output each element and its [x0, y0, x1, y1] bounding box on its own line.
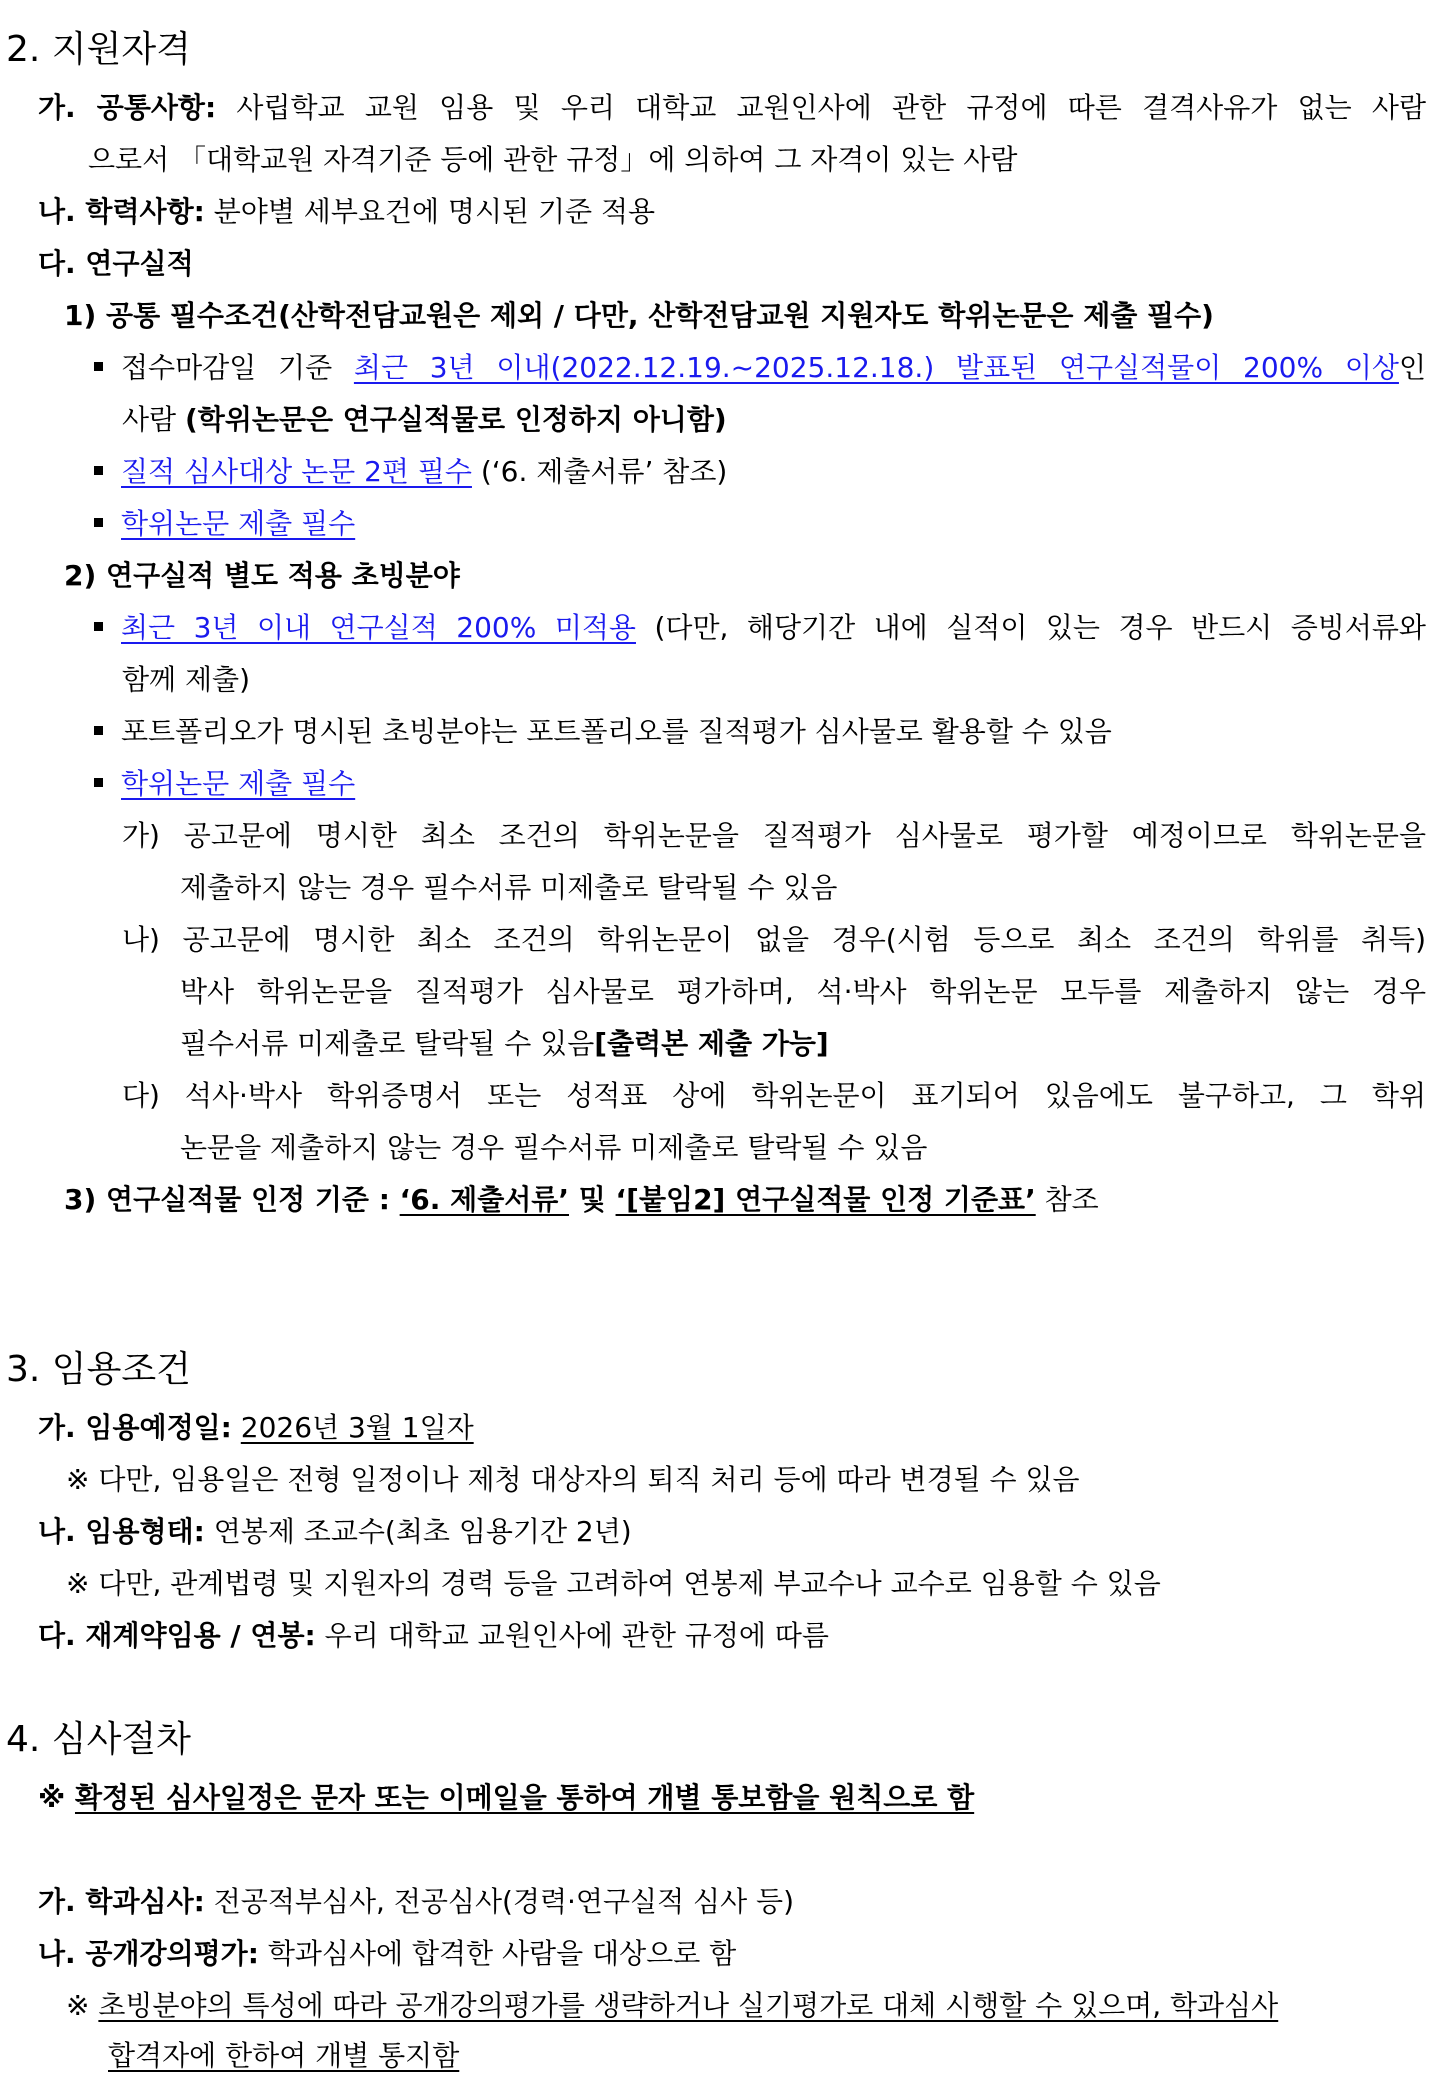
bullet-square-icon	[94, 778, 103, 787]
sub-item-da-line1: 다) 석사·박사 학위증명서 또는 성적표 상에 학위논문이 표기되어 있음에도 불구하고, 그 학위	[122, 1079, 1426, 1112]
dept-review-label: 가. 학과심사:	[38, 1885, 205, 1918]
bullet-square-icon	[94, 622, 103, 631]
sub-item-na-line2: 박사 학위논문을 질적평가 심사물로 평가하며, 석·박사 학위논문 모두를 제출하지 않는 경우	[180, 975, 1426, 1008]
public-lecture	[38, 1936, 736, 1972]
sub-item-na-line1: 나) 공고문에 명시한 최소 조건의 학위논문이 없을 경우(시험 등으로 최소 조건의 학위를 취득)	[122, 923, 1426, 956]
appointment-date-note: ※ 다만, 임용일은 전형 일정이나 제청 대상자의 퇴직 처리 등에 따라 변경될 수 있음	[66, 1463, 1080, 1496]
sub-item-ga-line2: 제출하지 않는 경우 필수서류 미제출로 탈락될 수 있음	[180, 871, 838, 904]
qualification-common-line1	[38, 90, 1426, 126]
qualification-common-text: 사립학교 교원 임용 및 우리 대학교 교원인사에 관한 규정에 따른 결격사유가 없는 사람	[216, 91, 1427, 124]
bullet-text: 사람	[122, 403, 185, 436]
bullet-200-not-applied-line2: 함께 제출)	[122, 663, 251, 696]
dept-review	[38, 1884, 794, 1920]
not-applied-link[interactable]: 최근 3년 이내 연구실적 200% 미적용	[121, 611, 636, 644]
printout-allowed-note: [출력본 제출 가능]	[594, 1027, 829, 1060]
appointment-type	[38, 1514, 632, 1550]
submission-docs-ref[interactable]: ‘6. 제출서류’	[399, 1183, 569, 1216]
common-requirement-title: 1) 공통 필수조건(산학전담교원은 제외 / 다만, 산학전담교원 지원자도 학위논문은 제출 필수)	[64, 299, 1214, 332]
appointment-type-label: 나. 임용형태:	[38, 1515, 205, 1548]
section-2-title: 2. 지원자격	[6, 29, 191, 70]
bullet-quality-papers	[94, 454, 727, 490]
public-lecture-label: 나. 공개강의평가:	[38, 1937, 259, 1970]
appointment-date-label: 가. 임용예정일:	[38, 1411, 232, 1444]
schedule-notice-text: 확정된 심사일정은 문자 또는 이메일을 통하여 개별 통보함을 원칙으로 함	[74, 1781, 975, 1814]
thesis-not-counted-note: (학위논문은 연구실적물로 인정하지 아니함)	[185, 403, 727, 436]
bullet-text: 포트폴리오가 명시된 초빙분야는 포트폴리오를 질적평가 심사물로 활용할 수 있음	[121, 715, 1112, 748]
bullet-research-200-line2	[122, 402, 727, 438]
bullet-square-icon	[94, 726, 103, 735]
bullet-portfolio	[94, 714, 1112, 750]
bullet-text-tail: 인	[1398, 351, 1427, 384]
bullet-square-icon	[94, 466, 103, 475]
thesis-required-link[interactable]: 학위논문 제출 필수	[121, 507, 356, 540]
education-text: 분야별 세부요건에 명시된 기준 적용	[204, 195, 656, 228]
bullet-text: 접수마감일 기준	[121, 351, 354, 384]
research-criteria-line	[64, 1182, 1099, 1218]
attachment2-ref[interactable]: ‘[붙임2] 연구실적물 인정 기준표’	[615, 1183, 1036, 1216]
reappointment-text: 우리 대학교 교원인사에 관한 규정에 따름	[315, 1619, 829, 1652]
recent-3yr-link[interactable]: 최근 3년 이내(2022.12.19.~2025.12.18.) 발표된 연구실적물이 200% 이상	[353, 351, 1399, 384]
bullet-200-not-applied	[94, 610, 1426, 646]
appointment-type-text: 연봉제 조교수(최초 임용기간 2년)	[204, 1515, 632, 1548]
sub-item-ga-line1: 가) 공고문에 명시한 최소 조건의 학위논문을 질적평가 심사물로 평가할 예정이므로 학위논문을	[122, 819, 1426, 852]
schedule-notice	[38, 1780, 974, 1816]
public-lecture-note-line2: 합격자에 한하여 개별 통지함	[108, 2039, 460, 2072]
appointment-date	[38, 1410, 474, 1446]
separate-field-title: 2) 연구실적 별도 적용 초빙분야	[64, 559, 460, 592]
research-criteria-label: 3) 연구실적물 인정 기준 :	[64, 1183, 400, 1216]
section-3-title: 3. 임용조건	[6, 1349, 191, 1390]
notice-mark: ※	[38, 1781, 66, 1814]
qualification-common-label: 가. 공통사항:	[38, 91, 217, 124]
bullet-text: (‘6. 제출서류’ 참조)	[471, 455, 728, 488]
public-lecture-note-text: 초빙분야의 특성에 따라 공개강의평가를 생략하거나 실기평가로 대체 시행할 수 있으며, 학과심사	[98, 1989, 1279, 2022]
bullet-thesis-required-2	[94, 766, 355, 802]
research-record-heading: 다. 연구실적	[38, 247, 194, 280]
quality-papers-link[interactable]: 질적 심사대상 논문 2편 필수	[121, 455, 472, 488]
dept-review-text: 전공적부심사, 전공심사(경력·연구실적 심사 등)	[204, 1885, 794, 1918]
reappointment-salary	[38, 1618, 829, 1654]
thesis-required-link[interactable]: 학위논문 제출 필수	[121, 767, 356, 800]
bullet-square-icon	[94, 362, 103, 371]
public-lecture-text: 학과심사에 합격한 사람을 대상으로 함	[258, 1937, 737, 1970]
reappointment-label: 다. 재계약임용 / 연봉:	[38, 1619, 316, 1652]
education-label: 나. 학력사항:	[38, 195, 205, 228]
note-mark: ※	[66, 1989, 90, 2022]
bullet-text: (다만, 해당기간 내에 실적이 있는 경우 반드시 증빙서류와	[635, 611, 1426, 644]
sub-item-na-line3	[180, 1026, 829, 1062]
section-4-title: 4. 심사절차	[6, 1719, 191, 1760]
appointment-type-note: ※ 다만, 관계법령 및 지원자의 경력 등을 고려하여 연봉제 부교수나 교수로 임용할 수 있음	[66, 1567, 1161, 1600]
bullet-thesis-required-1	[94, 506, 355, 542]
sub-item-da-line2: 논문을 제출하지 않는 경우 필수서류 미제출로 탈락될 수 있음	[180, 1131, 928, 1164]
reference-tail: 참조	[1035, 1183, 1099, 1216]
bullet-square-icon	[94, 518, 103, 527]
public-lecture-note-line1	[66, 1988, 1426, 2024]
appointment-date-value: 2026년 3월 1일자	[240, 1411, 474, 1444]
sub-item-text: 필수서류 미제출로 탈락될 수 있음	[180, 1027, 595, 1060]
and-connector: 및	[569, 1183, 616, 1216]
education-requirement	[38, 194, 655, 230]
bullet-research-200	[94, 350, 1426, 386]
qualification-common-line2: 으로서 「대학교원 자격기준 등에 관한 규정」에 의하여 그 자격이 있는 사람	[88, 143, 1018, 176]
